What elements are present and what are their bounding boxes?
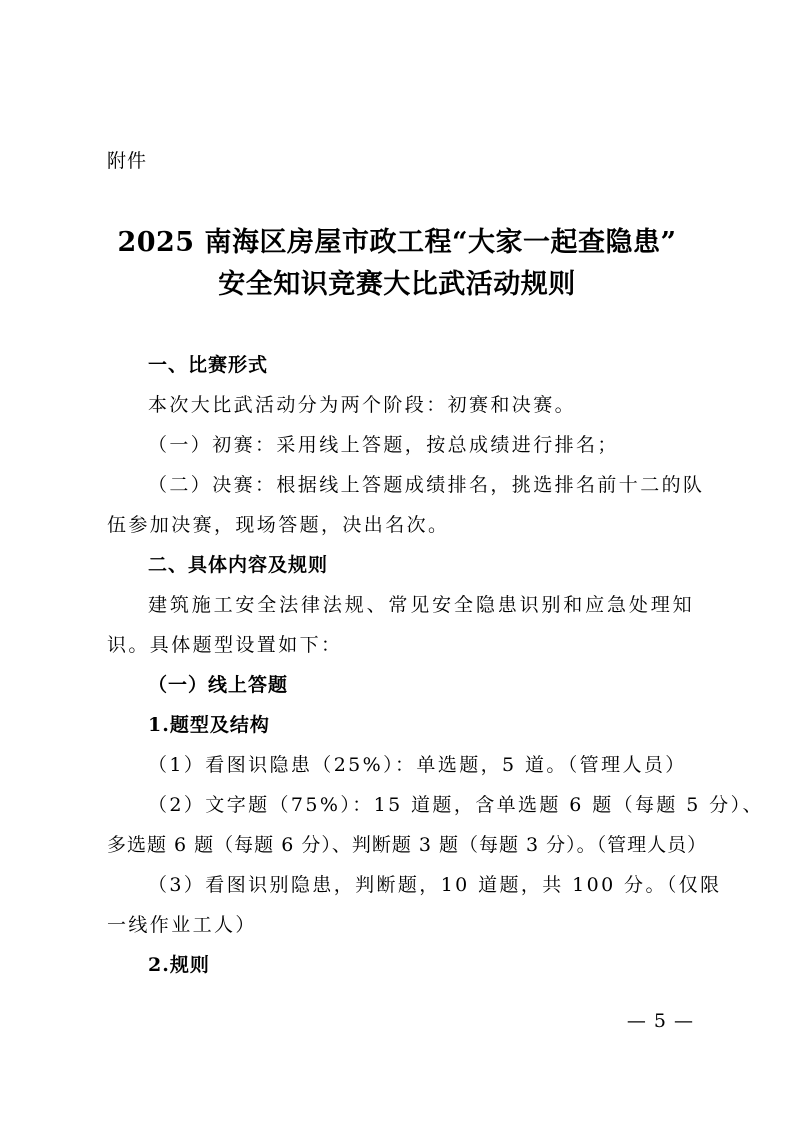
question-type-2-line-1: （2）文字题（75%）：15 道题，含单选题 6 题（每题 5 分）、 <box>148 794 764 816</box>
section-2-para-line-1: 建筑施工安全法律法规、常见安全隐患识别和应急处理知 <box>148 594 694 616</box>
question-type-1: （1）看图识隐患（25%）：单选题，5 道。（管理人员） <box>148 754 687 776</box>
question-type-3-line-1: （3）看图识别隐患，判断题，10 道题，共 100 分。（仅限 <box>148 874 722 896</box>
question-type-2-line-2: 多选题 6 题（每题 6 分）、判断题 3 题（每题 3 分）。（管理人员） <box>107 834 708 856</box>
subsection-online-quiz-heading: （一）线上答题 <box>148 674 289 696</box>
section-1-item-2-line-1: （二）决赛：根据线上答题成绩排名，挑选排名前十二的队 <box>148 474 705 496</box>
section-1-intro: 本次大比武活动分为两个阶段：初赛和决赛。 <box>148 394 577 416</box>
section-1-item-2-line-2: 伍参加决赛，现场答题，决出名次。 <box>107 514 450 536</box>
section-1-item-1: （一）初赛：采用线上答题，按总成绩进行排名； <box>148 434 619 456</box>
document-title-line-1: 2025 南海区房屋市政工程“大家一起查隐患” <box>117 227 677 258</box>
subsection-question-types-heading: 1.题型及结构 <box>148 714 270 736</box>
section-1-heading: 一、比赛形式 <box>148 354 269 376</box>
question-type-3-line-2: 一线作业工人） <box>107 914 257 936</box>
section-2-heading: 二、具体内容及规则 <box>148 554 329 576</box>
subsection-rules-heading: 2.规则 <box>148 954 210 976</box>
document-title-line-2: 安全知识竞赛大比武活动规则 <box>218 269 576 300</box>
page-number: — 5 — <box>626 1010 694 1032</box>
section-2-para-line-2: 识。具体题型设置如下： <box>107 634 343 656</box>
attachment-label: 附件 <box>107 150 148 172</box>
